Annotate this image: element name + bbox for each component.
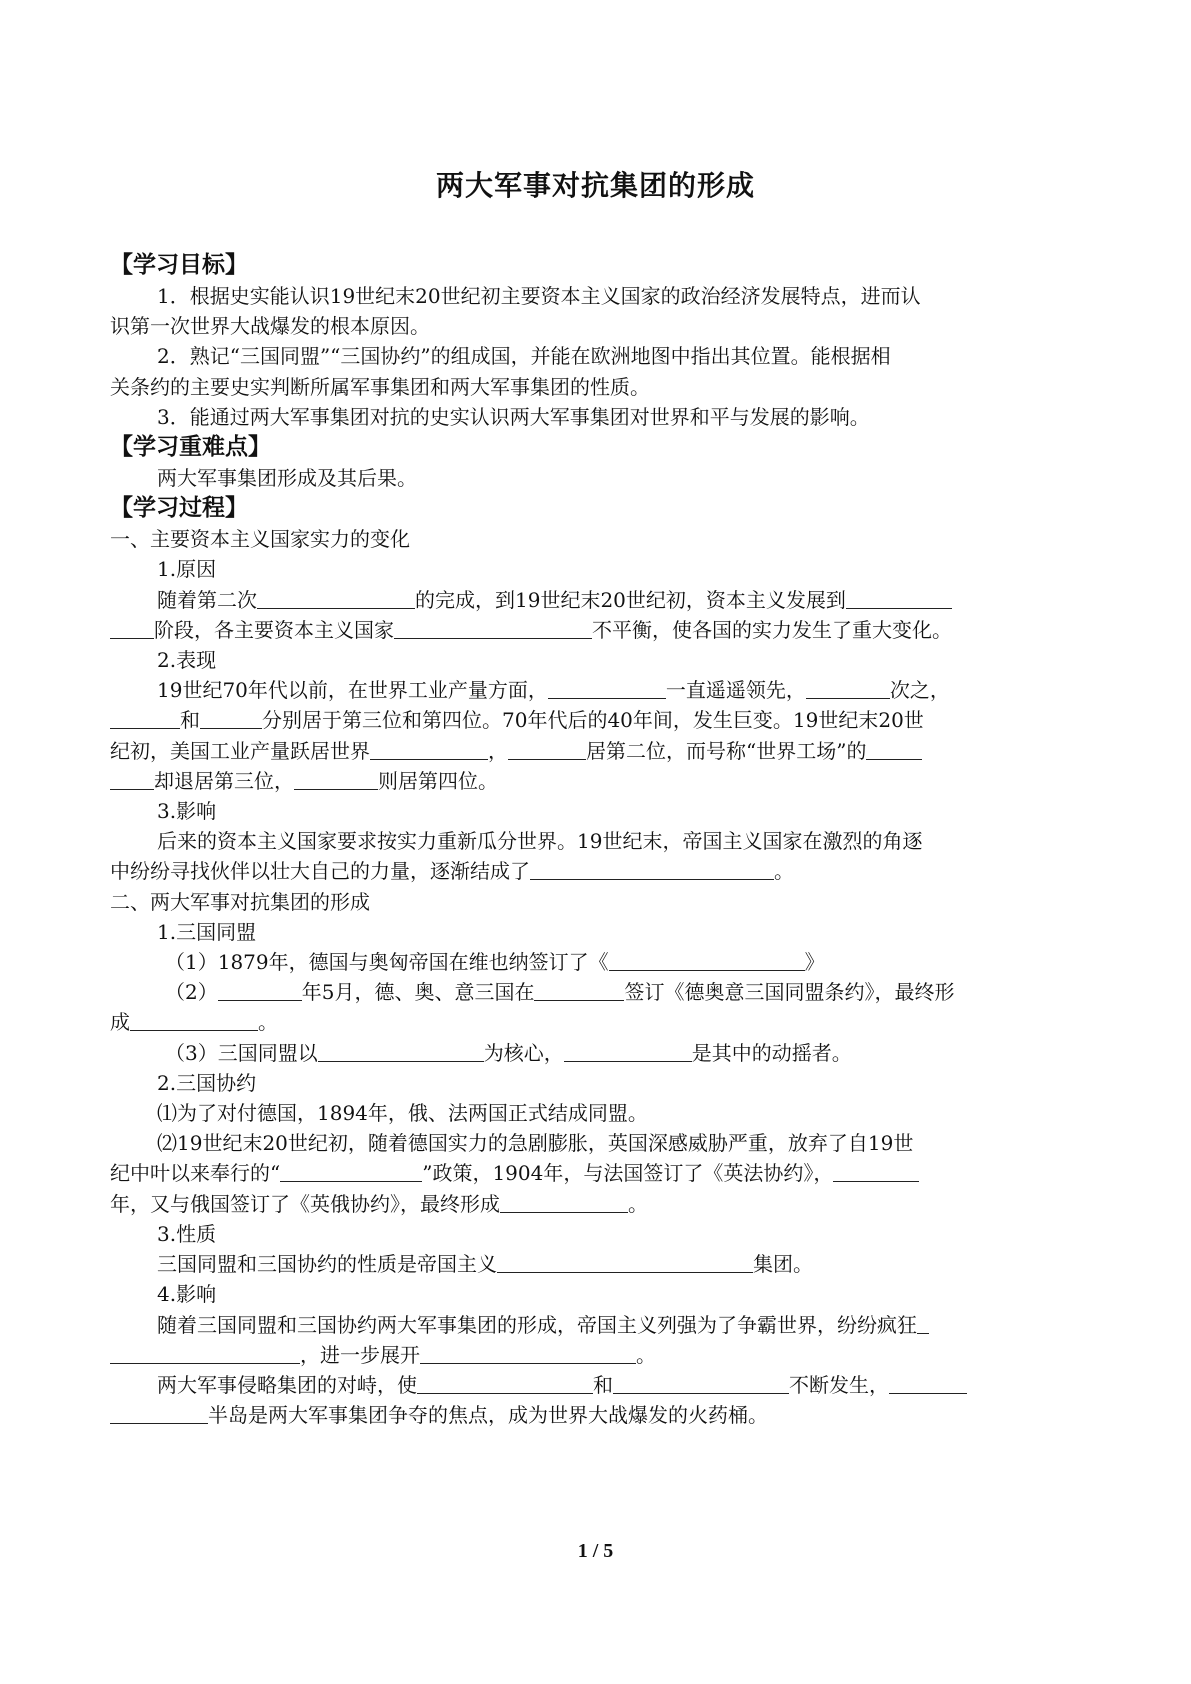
subheading-cause: 1.原因 (157, 557, 217, 582)
blank-field[interactable] (497, 1252, 753, 1273)
heading-objectives: 【学习目标】 (110, 252, 248, 278)
blank-field[interactable] (508, 739, 586, 760)
page-title: 两大军事对抗集团的形成 (435, 169, 755, 202)
heading-process: 【学习过程】 (110, 495, 248, 522)
blank-field[interactable] (806, 678, 890, 699)
alliance-item-3: （3）三国同盟以 为核心， 是其中的动摇者。 (165, 1040, 852, 1065)
subheading-triple-entente: 2.三国协约 (157, 1070, 257, 1095)
alliance-item-2: （2） 年5月，德、奥、意三国在 签订《德奥意三国同盟条约》，最终形 (165, 980, 955, 1005)
blank-field[interactable] (110, 618, 154, 639)
blank-field[interactable] (110, 1343, 300, 1364)
alliance-item-1: （1）1879年，德国与奥匈帝国在维也纳签订了《 》 (165, 950, 825, 975)
blank-field[interactable] (833, 1161, 919, 1182)
blank-field[interactable] (609, 950, 805, 971)
blank-field[interactable] (889, 1373, 967, 1394)
blank-field[interactable] (613, 1373, 789, 1394)
blank-field[interactable] (110, 769, 154, 790)
impact-line-2: 中纷纷寻找伙伴以壮大自己的力量，逐渐结成了 。 (110, 859, 794, 884)
entente-item-2-line-2: 纪中叶以来奉行的“ ”政策，1904年，与法国签订了《英法协约》， (110, 1158, 1090, 1188)
part2-heading: 二、两大军事对抗集团的形成 (110, 889, 370, 914)
blank-field[interactable] (866, 739, 922, 760)
blank-field[interactable] (218, 980, 302, 1001)
blank-field[interactable] (846, 588, 952, 609)
blank-field[interactable] (500, 1192, 628, 1213)
blank-field[interactable] (200, 708, 262, 729)
entente-item-2-line-1: ⑵19世纪末20世纪初，随着德国实力的急剧膨胀，英国深感威胁严重，放弃了自19世 (157, 1131, 914, 1156)
document-body (110, 250, 1090, 1430)
heading-key-points: 【学习重难点】 (110, 434, 271, 461)
key-points-text: 两大军事集团形成及其后果。 (157, 466, 417, 491)
subheading-impact: 3.影响 (157, 799, 217, 824)
manifestation-line-1: 19世纪70年代以前，在世界工业产量方面， 一直遥遥领先， 次之， (157, 678, 950, 703)
manifestation-line-4: 却退居第三位， 则居第四位。 (110, 766, 1090, 796)
entente-item-1: ⑴为了对付德国，1894年，俄、法两国正式结成同盟。 (157, 1101, 648, 1126)
blank-field[interactable] (394, 618, 592, 639)
cause-line-1: 随着第二次 的完成，到19世纪末20世纪初，资本主义发展到 (110, 585, 1090, 615)
blank-field[interactable] (280, 1161, 422, 1182)
blank-field[interactable] (564, 1041, 692, 1062)
blank-field[interactable] (530, 859, 774, 880)
page-number: 1 / 5 (577, 1540, 614, 1562)
blank-field[interactable] (534, 980, 624, 1001)
alliance-item-2-cont: 成 。 (110, 1010, 278, 1035)
cause-line-2: 阶段，各主要资本主义国家 不平衡，使各国的实力发生了重大变化。 (110, 615, 1090, 645)
subheading-influence: 4.影响 (157, 1282, 217, 1307)
blank-field[interactable] (110, 1403, 208, 1424)
influence-line-3: 两大军事侵略集团的对峙，使 和 不断发生， (110, 1370, 1090, 1400)
blank-field[interactable] (370, 739, 488, 760)
impact-line-1: 后来的资本主义国家要求按实力重新瓜分世界。19世纪末，帝国主义国家在激烈的角逐 (157, 829, 923, 854)
influence-line-1: 随着三国同盟和三国协约两大军事集团的形成，帝国主义列强为了争霸世界，纷纷疯狂 (110, 1310, 1090, 1340)
influence-line-4: 半岛是两大军事集团争夺的焦点，成为世界大战爆发的火药桶。 (110, 1400, 1090, 1430)
subheading-triple-alliance: 1.三国同盟 (157, 919, 257, 944)
blank-field[interactable] (110, 708, 180, 729)
blank-field[interactable] (130, 1010, 258, 1031)
blank-field[interactable] (417, 1373, 593, 1394)
subheading-nature: 3.性质 (157, 1221, 217, 1246)
blank-field[interactable] (318, 1041, 484, 1062)
influence-line-2: ，进一步展开 。 (110, 1340, 1090, 1370)
entente-item-2-line-3: 年，又与俄国签订了《英俄协约》，最终形成 。 (110, 1191, 648, 1216)
part1-heading: 一、主要资本主义国家实力的变化 (110, 527, 410, 552)
manifestation-line-2: 和 分别居于第三位和第四位。70年代后的40年间，发生巨变。19世纪末20世 (110, 705, 1090, 735)
blank-field[interactable] (917, 1313, 929, 1334)
objective-1-line-1: 1．根据史实能认识19世纪末20世纪初主要资本主义国家的政治经济发展特点，进而认 (157, 284, 921, 308)
nature-text: 三国同盟和三国协约的性质是帝国主义 集团。 (157, 1252, 813, 1277)
objective-1-line-2: 识第一次世界大战爆发的根本原因。 (110, 314, 430, 339)
blank-field[interactable] (294, 769, 378, 790)
subheading-manifestation: 2.表现 (157, 648, 217, 673)
blank-field[interactable] (257, 588, 415, 609)
objective-3: 3．能通过两大军事集团对抗的史实认识两大军事集团对世界和平与发展的影响。 (157, 404, 870, 429)
objective-2-line-2: 关条约的主要史实判断所属军事集团和两大军事集团的性质。 (110, 374, 650, 399)
objective-2-line-1: 2．熟记“三国同盟”“三国协约”的组成国，并能在欧洲地图中指出其位置。能根据相 (157, 344, 891, 369)
blank-field[interactable] (420, 1343, 636, 1364)
manifestation-line-3: 纪初，美国工业产量跃居世界 ， 居第二位，而号称“世界工场”的 (110, 736, 1090, 766)
blank-field[interactable] (548, 678, 666, 699)
